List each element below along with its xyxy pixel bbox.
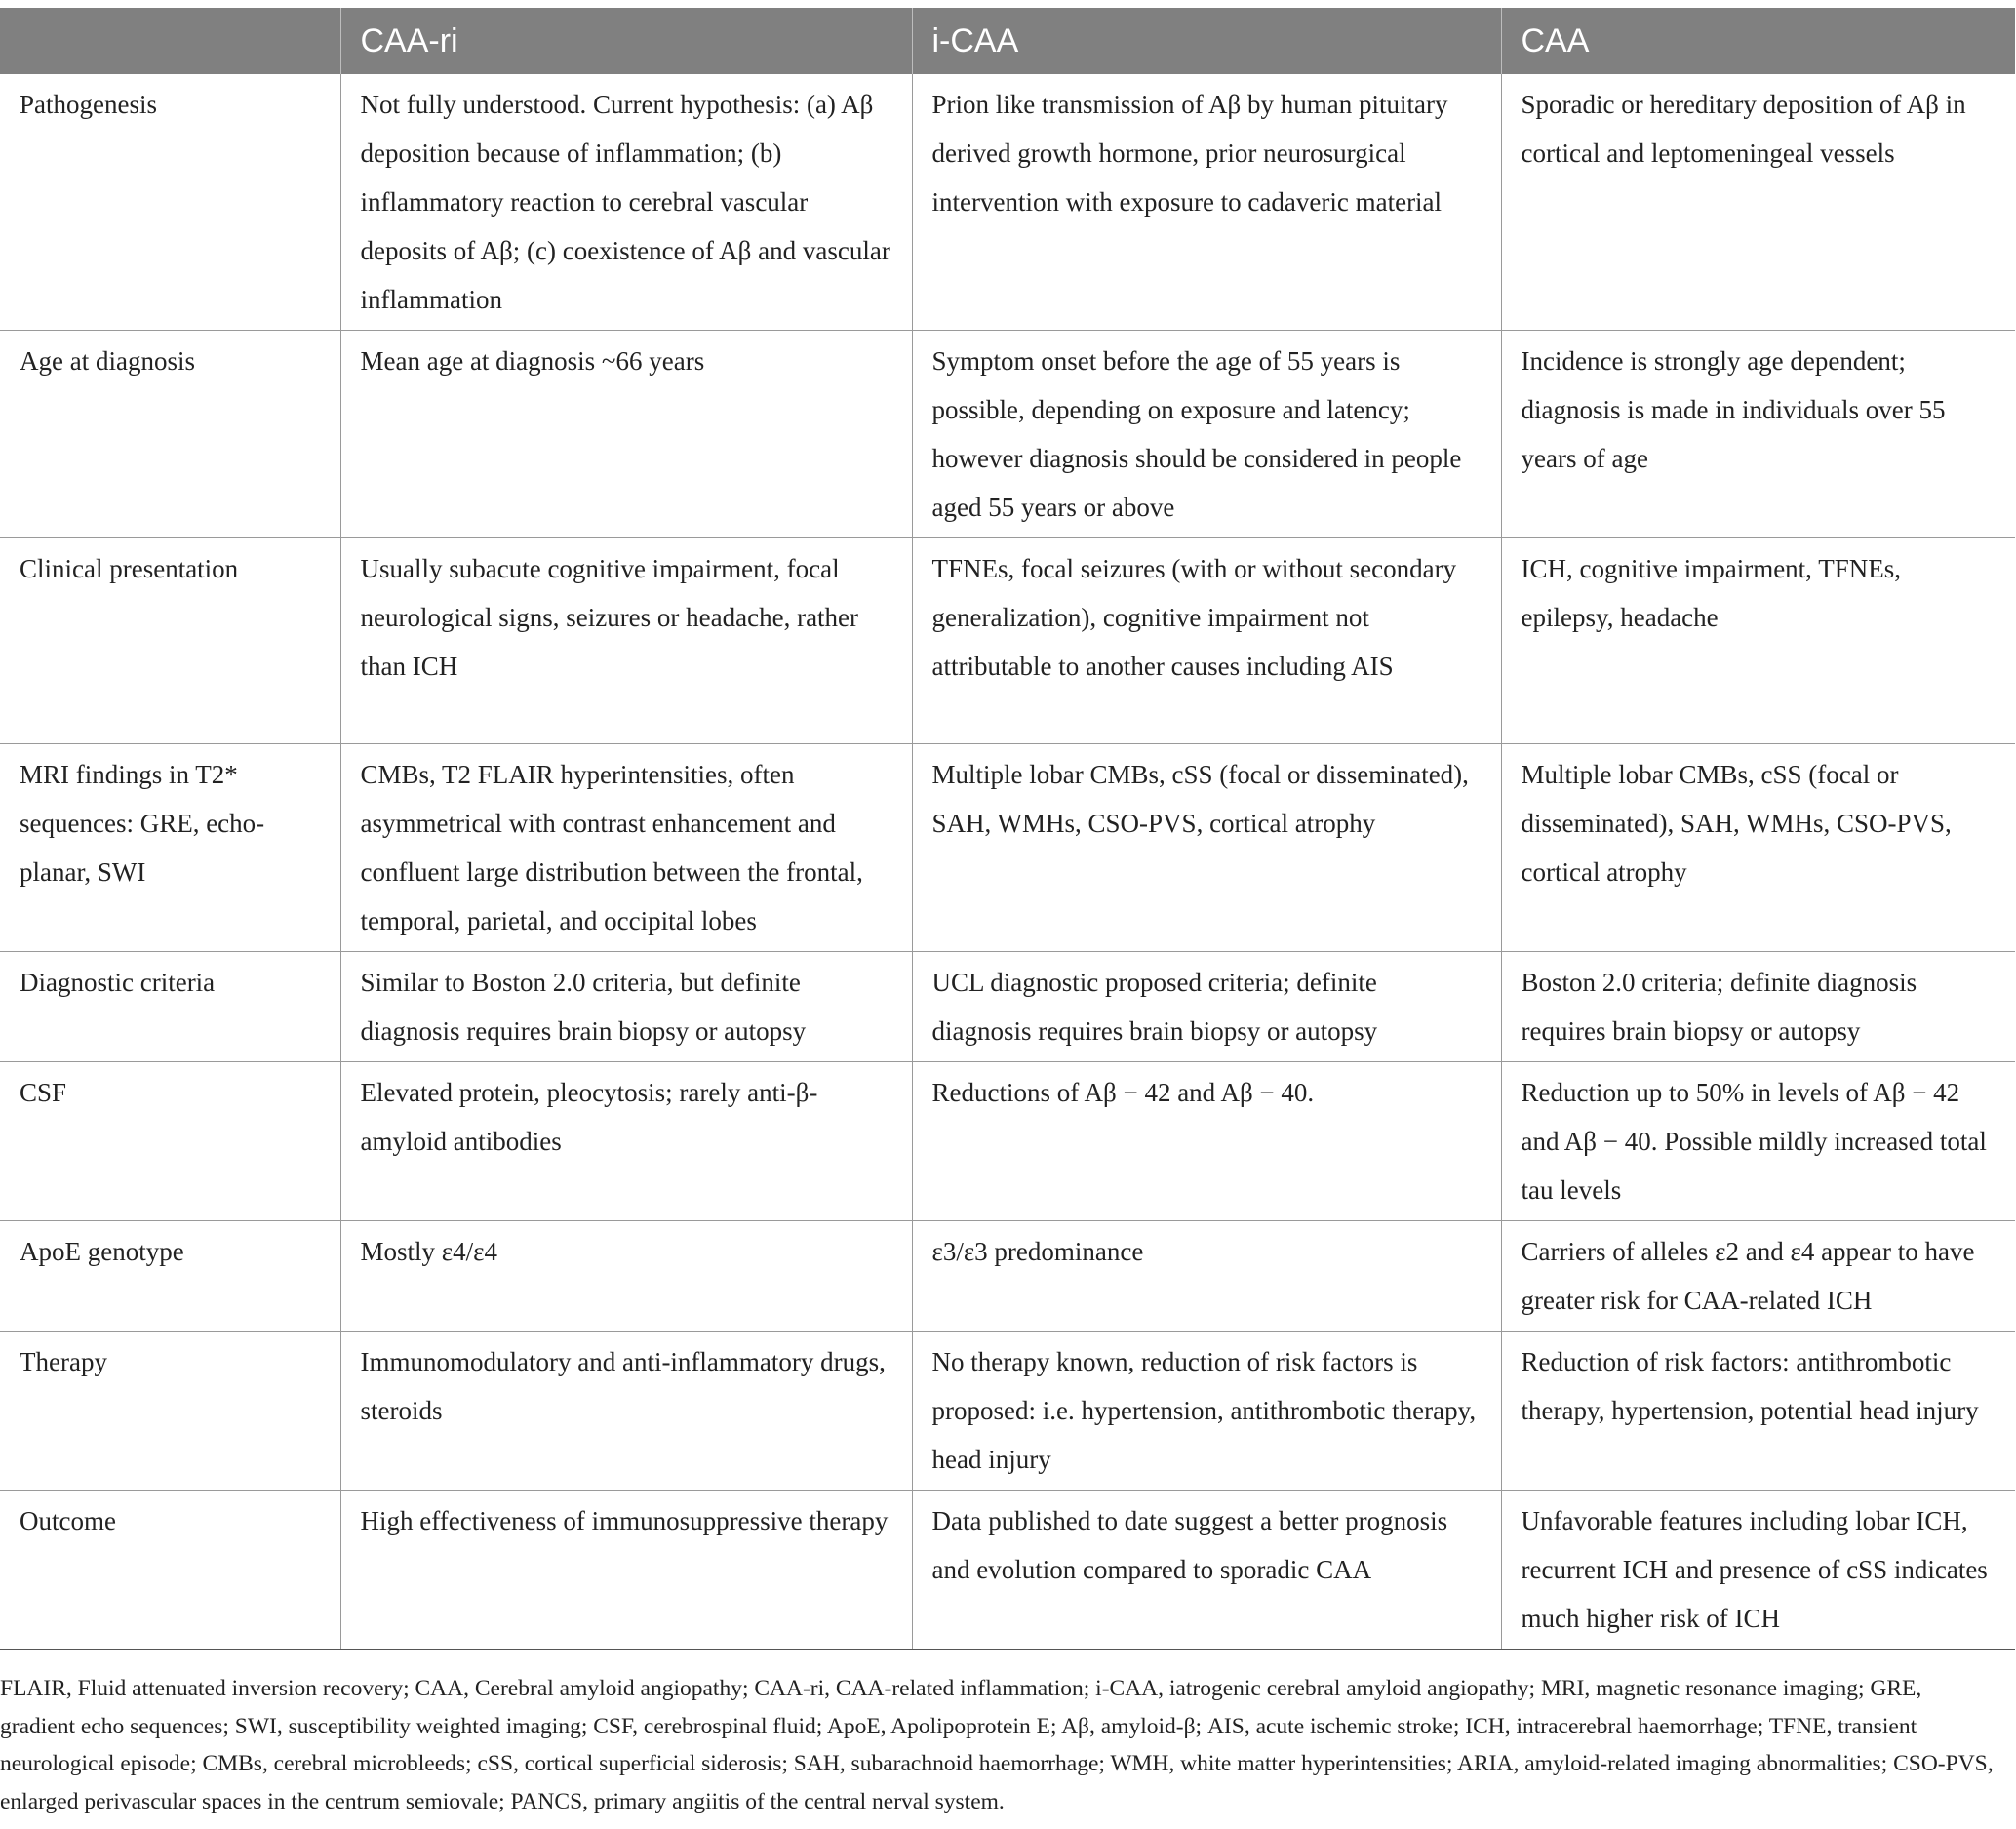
cell-i-caa: ε3/ε3 predominance [912,1221,1501,1332]
cell-i-caa: No therapy known, reduction of risk factors is proposed: i.e. hypertension, antithrombotic therapy, head injury [912,1332,1501,1491]
row-label: Age at diagnosis [0,331,340,538]
row-label: Therapy [0,1332,340,1491]
cell-caa: Boston 2.0 criteria; definite diagnosis requires brain biopsy or autopsy [1501,952,2015,1062]
table-row [0,538,2015,744]
column-header-caa: CAA [1501,8,2015,74]
row-label: CSF [0,1062,340,1221]
cell-caa-ri: Immunomodulatory and anti-inflammatory drugs, steroids [340,1332,912,1491]
cell-i-caa: Reductions of Aβ − 42 and Aβ − 40. [912,1062,1501,1221]
cell-caa-ri: Similar to Boston 2.0 criteria, but definite diagnosis requires brain biopsy or autopsy [340,952,912,1062]
cell-caa-ri: High effectiveness of immunosuppressive therapy [340,1491,912,1650]
cell-caa-ri: CMBs, T2 FLAIR hyperintensities, often asymmetrical with contrast enhancement and confluent large distribution between the frontal, temporal, parietal, and occipital lobes [340,744,912,952]
cell-i-caa: Prion like transmission of Aβ by human pituitary derived growth hormone, prior neurosurgical intervention with exposure to cadaveric material [912,74,1501,331]
table-row [0,74,2015,331]
cell-caa: Multiple lobar CMBs, cSS (focal or disseminated), SAH, WMHs, CSO-PVS, cortical atrophy [1501,744,2015,952]
comparison-table [0,8,2015,1650]
cell-i-caa: Multiple lobar CMBs, cSS (focal or disseminated), SAH, WMHs, CSO-PVS, cortical atrophy [912,744,1501,952]
cell-i-caa: Data published to date suggest a better prognosis and evolution compared to sporadic CAA [912,1491,1501,1650]
cell-i-caa: UCL diagnostic proposed criteria; definite diagnosis requires brain biopsy or autopsy [912,952,1501,1062]
cell-caa-ri: Elevated protein, pleocytosis; rarely anti-β-amyloid antibodies [340,1062,912,1221]
cell-caa-ri: Mean age at diagnosis ~66 years [340,331,912,538]
row-label: Clinical presentation [0,538,340,744]
row-label: Pathogenesis [0,74,340,331]
cell-i-caa: Symptom onset before the age of 55 years is possible, depending on exposure and latency; however diagnosis should be considered in people aged 55 years or above [912,331,1501,538]
table-row [0,1332,2015,1491]
cell-caa-ri: Usually subacute cognitive impairment, focal neurological signs, seizures or headache, rather than ICH [340,538,912,744]
row-label: Diagnostic criteria [0,952,340,1062]
cell-caa: Reduction of risk factors: antithrombotic therapy, hypertension, potential head injury [1501,1332,2015,1491]
header-row [0,8,2015,74]
row-label: Outcome [0,1491,340,1650]
header-corner [0,8,340,74]
table-footnote: FLAIR, Fluid attenuated inversion recovery; CAA, Cerebral amyloid angiopathy; CAA-ri, CAA-related inflammation; i-CAA, iatrogenic cerebral amyloid angiopathy; MRI, magnetic resonance imaging; GRE, gradient echo sequences; SWI, susceptibility weighted imaging; CSF, cerebrospinal fluid; ApoE, Apolipoprotein E; Aβ, amyloid-β; AIS, acute ischemic stroke; ICH, intracerebral haemorrhage; TFNE, transient neurological episode; CMBs, cerebral microbleeds; cSS, cortical superficial siderosis; SAH, subarachnoid haemorrhage; WMH, white matter hyperintensities; ARIA, amyloid-related imaging abnormalities; CSO-PVS, enlarged perivascular spaces in the centrum semiovale; PANCS, primary angiitis of the central nerval system. [0,1676,1994,1814]
cell-caa: Sporadic or hereditary deposition of Aβ in cortical and leptomeningeal vessels [1501,74,2015,331]
column-header-i-caa: i-CAA [912,8,1501,74]
table-body [0,74,2015,1650]
column-header-caa-ri: CAA-ri [340,8,912,74]
row-label: ApoE genotype [0,1221,340,1332]
cell-caa: Reduction up to 50% in levels of Aβ − 42 and Aβ − 40. Possible mildly increased total tau levels [1501,1062,2015,1221]
table-row [0,952,2015,1062]
table-row [0,1491,2015,1650]
table-row [0,331,2015,538]
cell-caa-ri: Mostly ε4/ε4 [340,1221,912,1332]
cell-caa: Incidence is strongly age dependent; diagnosis is made in individuals over 55 years of age [1501,331,2015,538]
cell-caa: Carriers of alleles ε2 and ε4 appear to have greater risk for CAA-related ICH [1501,1221,2015,1332]
table-row [0,1221,2015,1332]
cell-caa: ICH, cognitive impairment, TFNEs, epilepsy, headache [1501,538,2015,744]
cell-caa-ri: Not fully understood. Current hypothesis: (a) Aβ deposition because of inflammation; (b) inflammatory reaction to cerebral vascular deposits of Aβ; (c) coexistence of Aβ and vascular inflammation [340,74,912,331]
cell-i-caa: TFNEs, focal seizures (with or without secondary generalization), cognitive impairment not attributable to another causes including AIS [912,538,1501,744]
table-row [0,744,2015,952]
row-label: MRI findings in T2* sequences: GRE, echo-planar, SWI [0,744,340,952]
table-header [0,8,2015,74]
cell-caa: Unfavorable features including lobar ICH, recurrent ICH and presence of cSS indicates much higher risk of ICH [1501,1491,2015,1650]
table-row [0,1062,2015,1221]
